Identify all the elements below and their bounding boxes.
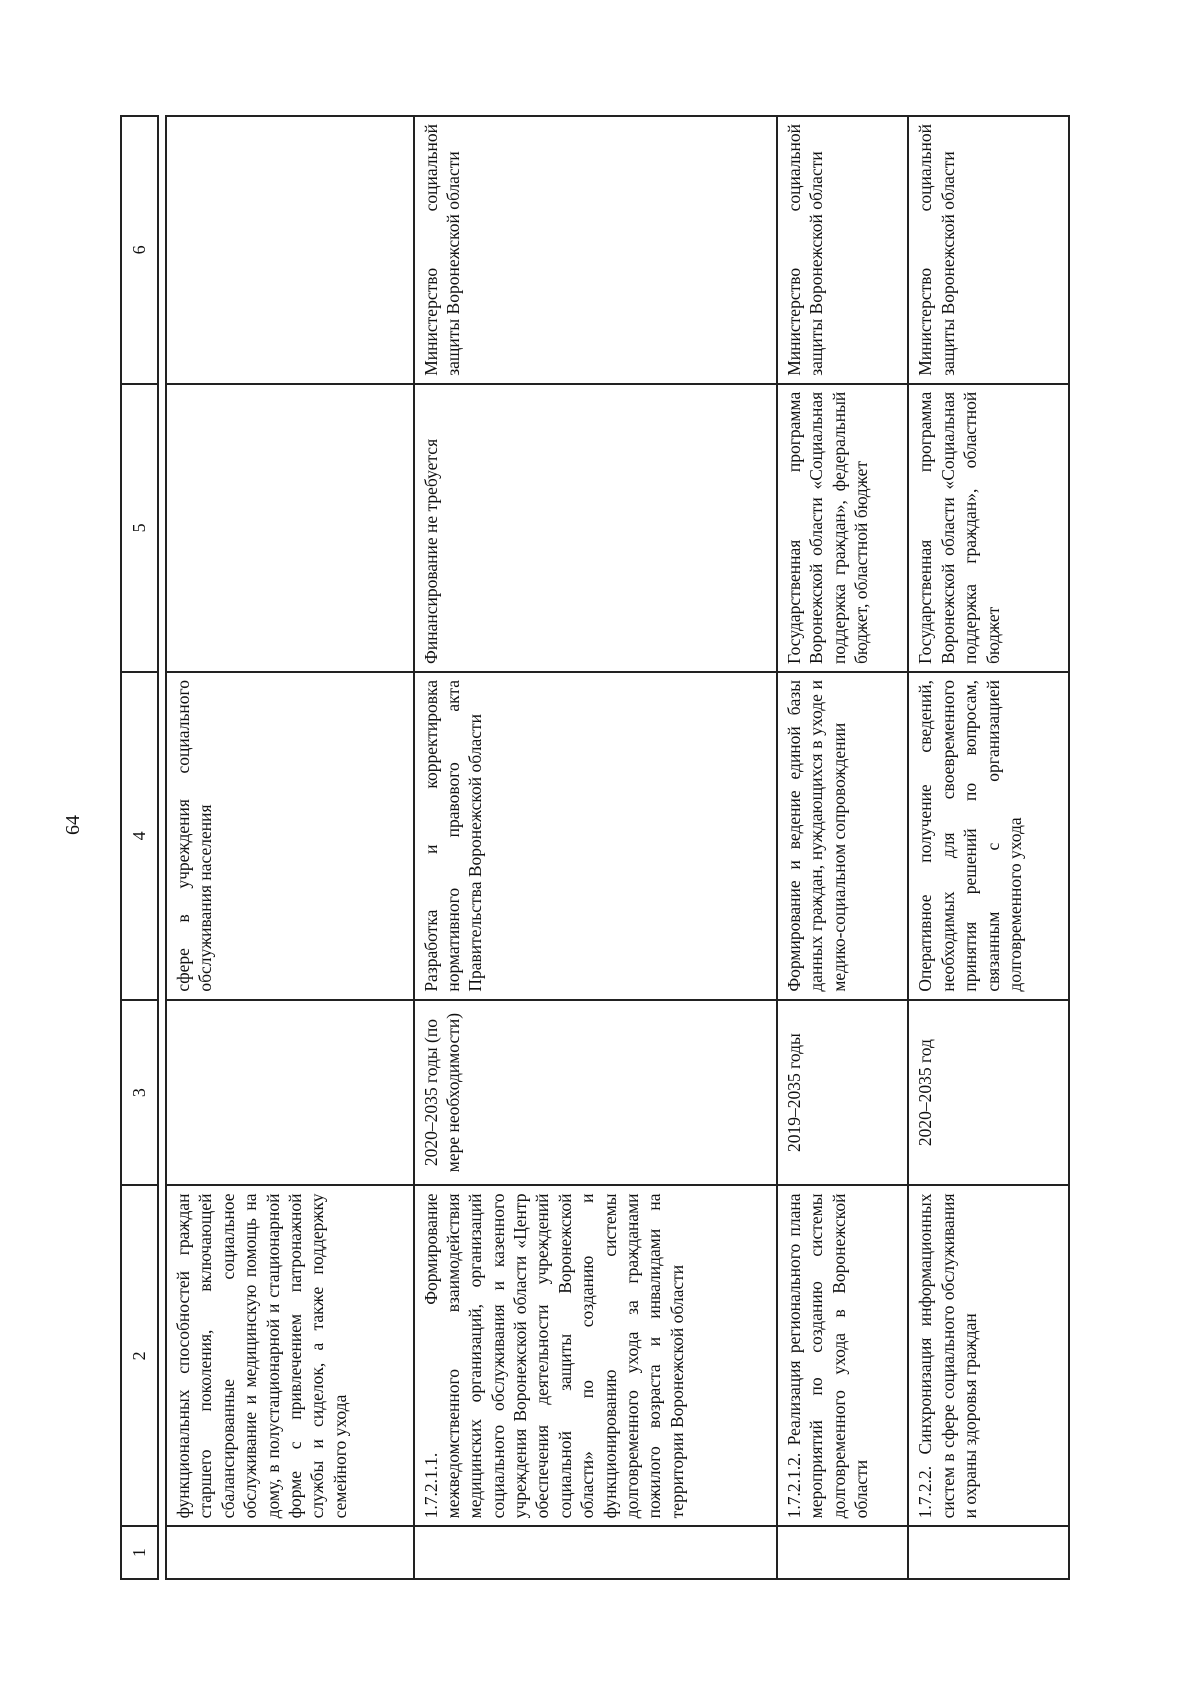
cell-period: 2019–2035 годы — [777, 1000, 909, 1186]
header-row — [121, 116, 158, 1579]
cell-funding: Государственная программа Воронежской области «Социальная поддержка граждан», областной бюджет — [908, 384, 1069, 672]
cell-num — [908, 1526, 1069, 1579]
page-number: 64 — [62, 815, 84, 835]
cell-measure: 1.7.2.1.1. Формирование межведомственного взаимодействия медицинских организаций, организаций социального обслуживания и казенного учреждения Воронежской области «Центр обеспечения деятельности учреждений социальной защиты Воронежской области» по созданию и функционированию системы долговременного ухода за гражданами пожилого возраста и инвалидами на территории Воронежской области — [414, 1185, 777, 1526]
cell-responsible: Министерство социальной защиты Воронежской области — [777, 116, 909, 384]
cell-measure: функциональных способностей граждан старшего поколения, включающей сбалансированные социальное обслуживание и медицинскую помощь на дому, в полустационарной и стационарной форме с привлечением патронажной службы и сиделок, а также поддержку семейного ухода — [166, 1185, 413, 1526]
spacer-row — [158, 116, 166, 1579]
cell-num — [166, 1526, 413, 1579]
cell-funding: Финансирование не требуется — [414, 384, 777, 672]
cell-result: Оперативное получение сведений, необходимых для своевременного принятия решений по вопросам, связанным с организацией долговременного ухода — [908, 672, 1069, 1000]
cell-measure: 1.7.2.2. Синхронизация информационных систем в сфере социального обслуживания и охраны здоровья граждан — [908, 1185, 1069, 1526]
cell-responsible: Министерство социальной защиты Воронежской области — [414, 116, 777, 384]
cell-responsible: Министерство социальной защиты Воронежской области — [908, 116, 1069, 384]
cell-num — [414, 1526, 777, 1579]
measures-table — [120, 115, 1070, 1580]
header-col-1: 1 — [121, 1526, 158, 1579]
table-row — [777, 116, 909, 1579]
header-col-2: 2 — [121, 1185, 158, 1526]
cell-measure: 1.7.2.1.2. Реализация регионального плана мероприятий по созданию системы долговременного ухода в Воронежской области — [777, 1185, 909, 1526]
cell-result: Разработка и корректировка нормативного правового акта Правительства Воронежской области — [414, 672, 777, 1000]
header-col-3: 3 — [121, 1000, 158, 1186]
header-col-4: 4 — [121, 672, 158, 1000]
cell-num — [777, 1526, 909, 1579]
cell-result: сфере в учреждения социального обслуживания населения — [166, 672, 413, 1000]
cell-period: 2020–2035 годы (по мере необходимости) — [414, 1000, 777, 1186]
rotated-table-container — [120, 115, 1070, 1580]
cell-period: 2020–2035 год — [908, 1000, 1069, 1186]
cell-funding: Государственная программа Воронежской области «Социальная поддержка граждан», федеральный бюджет, областной бюджет — [777, 384, 909, 672]
cell-funding — [166, 384, 413, 672]
header-col-6: 6 — [121, 116, 158, 384]
table-row — [414, 116, 777, 1579]
cell-period — [166, 1000, 413, 1186]
header-col-5: 5 — [121, 384, 158, 672]
cell-responsible — [166, 116, 413, 384]
cell-result: Формирование и ведение единой базы данных граждан, нуждающихся в уходе и медико-социальном сопровождении — [777, 672, 909, 1000]
table-row — [166, 116, 413, 1579]
table-row — [908, 116, 1069, 1579]
